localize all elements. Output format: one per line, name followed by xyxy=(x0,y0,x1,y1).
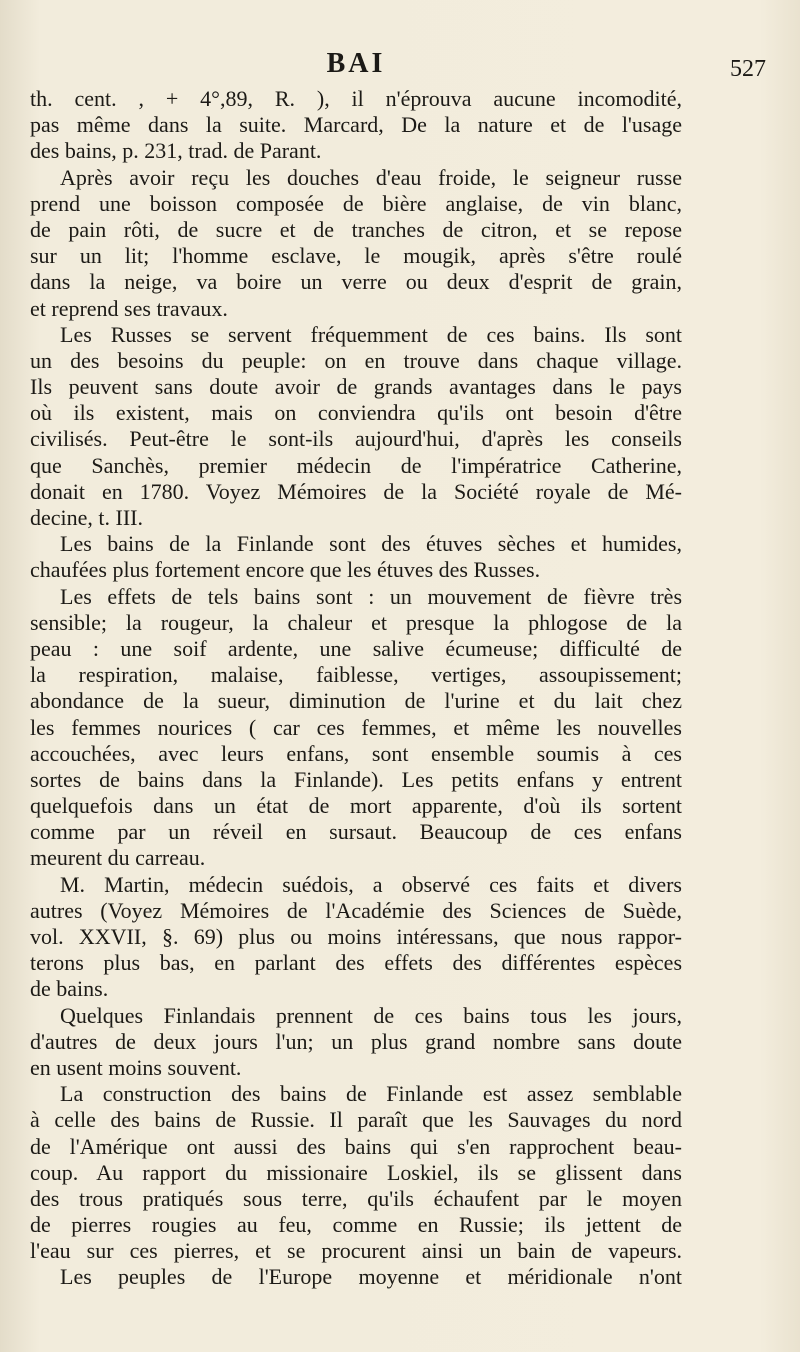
text-line: donait en 1780. Voyez Mémoires de la Société royale de Mé- xyxy=(30,478,682,504)
text-line: peau : une soif ardente, une salive écumeuse; difficulté de xyxy=(30,635,682,661)
text-line: Quelques Finlandais prennent de ces bains tous les jours, xyxy=(60,1002,682,1028)
text-line: à celle des bains de Russie. Il paraît que les Sauvages du nord xyxy=(30,1107,682,1133)
text-line: coup. Au rapport du missionaire Loskiel, ils se glissent dans xyxy=(30,1159,682,1185)
page-header xyxy=(30,48,766,88)
text-line: comme par un réveil en sursaut. Beaucoup de ces enfans xyxy=(30,819,682,845)
text-line: Les effets de tels bains sont : un mouvement de fièvre très xyxy=(60,583,682,609)
text-line: decine, t. III. xyxy=(30,505,143,530)
text-line: sur un lit; l'homme esclave, le mougik, après s'être roulé xyxy=(30,243,682,269)
text-line: Les bains de la Finlande sont des étuves sèches et humides, xyxy=(60,531,682,557)
text-line: des bains, p. 231, trad. de Parant. xyxy=(30,138,322,164)
text-line: quelquefois dans un état de mort apparente, d'où ils sortent xyxy=(30,793,682,819)
body-text xyxy=(30,86,682,1291)
text-line: civilisés. Peut-être le sont-ils aujourd'hui, d'après les conseils xyxy=(30,426,682,452)
text-line: prend une boisson composée de bière anglaise, de vin blanc, xyxy=(30,190,682,216)
text-line: th. cent. , + 4°,89, R. ), il n'éprouva aucune incomodité, xyxy=(30,86,682,111)
text-line: Les peuples de l'Europe moyenne et méridionale n'ont xyxy=(60,1264,682,1290)
text-line: de l'Amérique ont aussi des bains qui s'en rapprochent beau- xyxy=(30,1133,682,1159)
text-line: Les Russes se servent fréquemment de ces bains. Ils sont xyxy=(60,321,682,347)
page-number: 527 xyxy=(730,56,766,82)
text-line: de bains. xyxy=(30,976,109,1002)
text-line: M. Martin, médecin suédois, a observé ces faits et divers xyxy=(60,871,682,897)
text-line: d'autres de deux jours l'un; un plus grand nombre sans doute xyxy=(30,1028,682,1054)
text-line: un des besoins du peuple: on en trouve dans chaque village. xyxy=(30,347,682,373)
text-line: où ils existent, mais on conviendra qu'ils ont besoin d'être xyxy=(30,400,682,426)
text-line: que Sanchès, premier médecin de l'impératrice Catherine, xyxy=(30,452,682,478)
text-line: et reprend ses travaux. xyxy=(30,295,228,321)
text-line: de pain rôti, de sucre et de tranches de citron, et se repose xyxy=(30,216,682,242)
text-line: La construction des bains de Finlande est assez semblable xyxy=(60,1081,682,1107)
text-line: sensible; la rougeur, la chaleur et presque la phlogose de la xyxy=(30,609,682,635)
text-line: terons plus bas, en parlant des effets des différentes espèces xyxy=(30,950,682,976)
text-line: autres (Voyez Mémoires de l'Académie des Sciences de Suède, xyxy=(30,897,682,923)
text-line: en usent moins souvent. xyxy=(30,1054,242,1080)
text-line: abondance de la sueur, diminution de l'urine et du lait chez xyxy=(30,688,682,714)
text-line: sortes de bains dans la Finlande). Les petits enfans y entrent xyxy=(30,766,682,792)
text-line: dans la neige, va boire un verre ou deux d'esprit de grain, xyxy=(30,269,682,295)
text-line: des trous pratiqués sous terre, qu'ils échaufent par le moyen xyxy=(30,1185,682,1211)
text-line: chaufées plus fortement encore que les étuves des Russes. xyxy=(30,557,541,583)
text-line: la respiration, malaise, faiblesse, vertiges, assoupissement; xyxy=(30,662,682,688)
text-line: pas même dans la suite. Marcard, De la nature et de l'usage xyxy=(30,112,682,138)
text-line: vol. XXVII, §. 69) plus ou moins intéressans, que nous rappor- xyxy=(30,924,682,949)
text-line: Après avoir reçu les douches d'eau froide, le seigneur russe xyxy=(60,164,682,190)
text-line: Ils peuvent sans doute avoir de grands avantages dans le pays xyxy=(30,374,682,400)
text-line: l'eau sur ces pierres, et se procurent ainsi un bain de vapeurs. xyxy=(30,1238,682,1264)
running-head: BAI xyxy=(326,48,386,79)
text-line: les femmes nourices ( car ces femmes, et même les nouvelles xyxy=(30,714,682,740)
text-line: de pierres rougies au feu, comme en Russie; ils jettent de xyxy=(30,1212,682,1238)
text-line: accouchées, avec leurs enfans, sont ensemble soumis à ces xyxy=(30,740,682,766)
text-line: meurent du carreau. xyxy=(30,845,206,871)
